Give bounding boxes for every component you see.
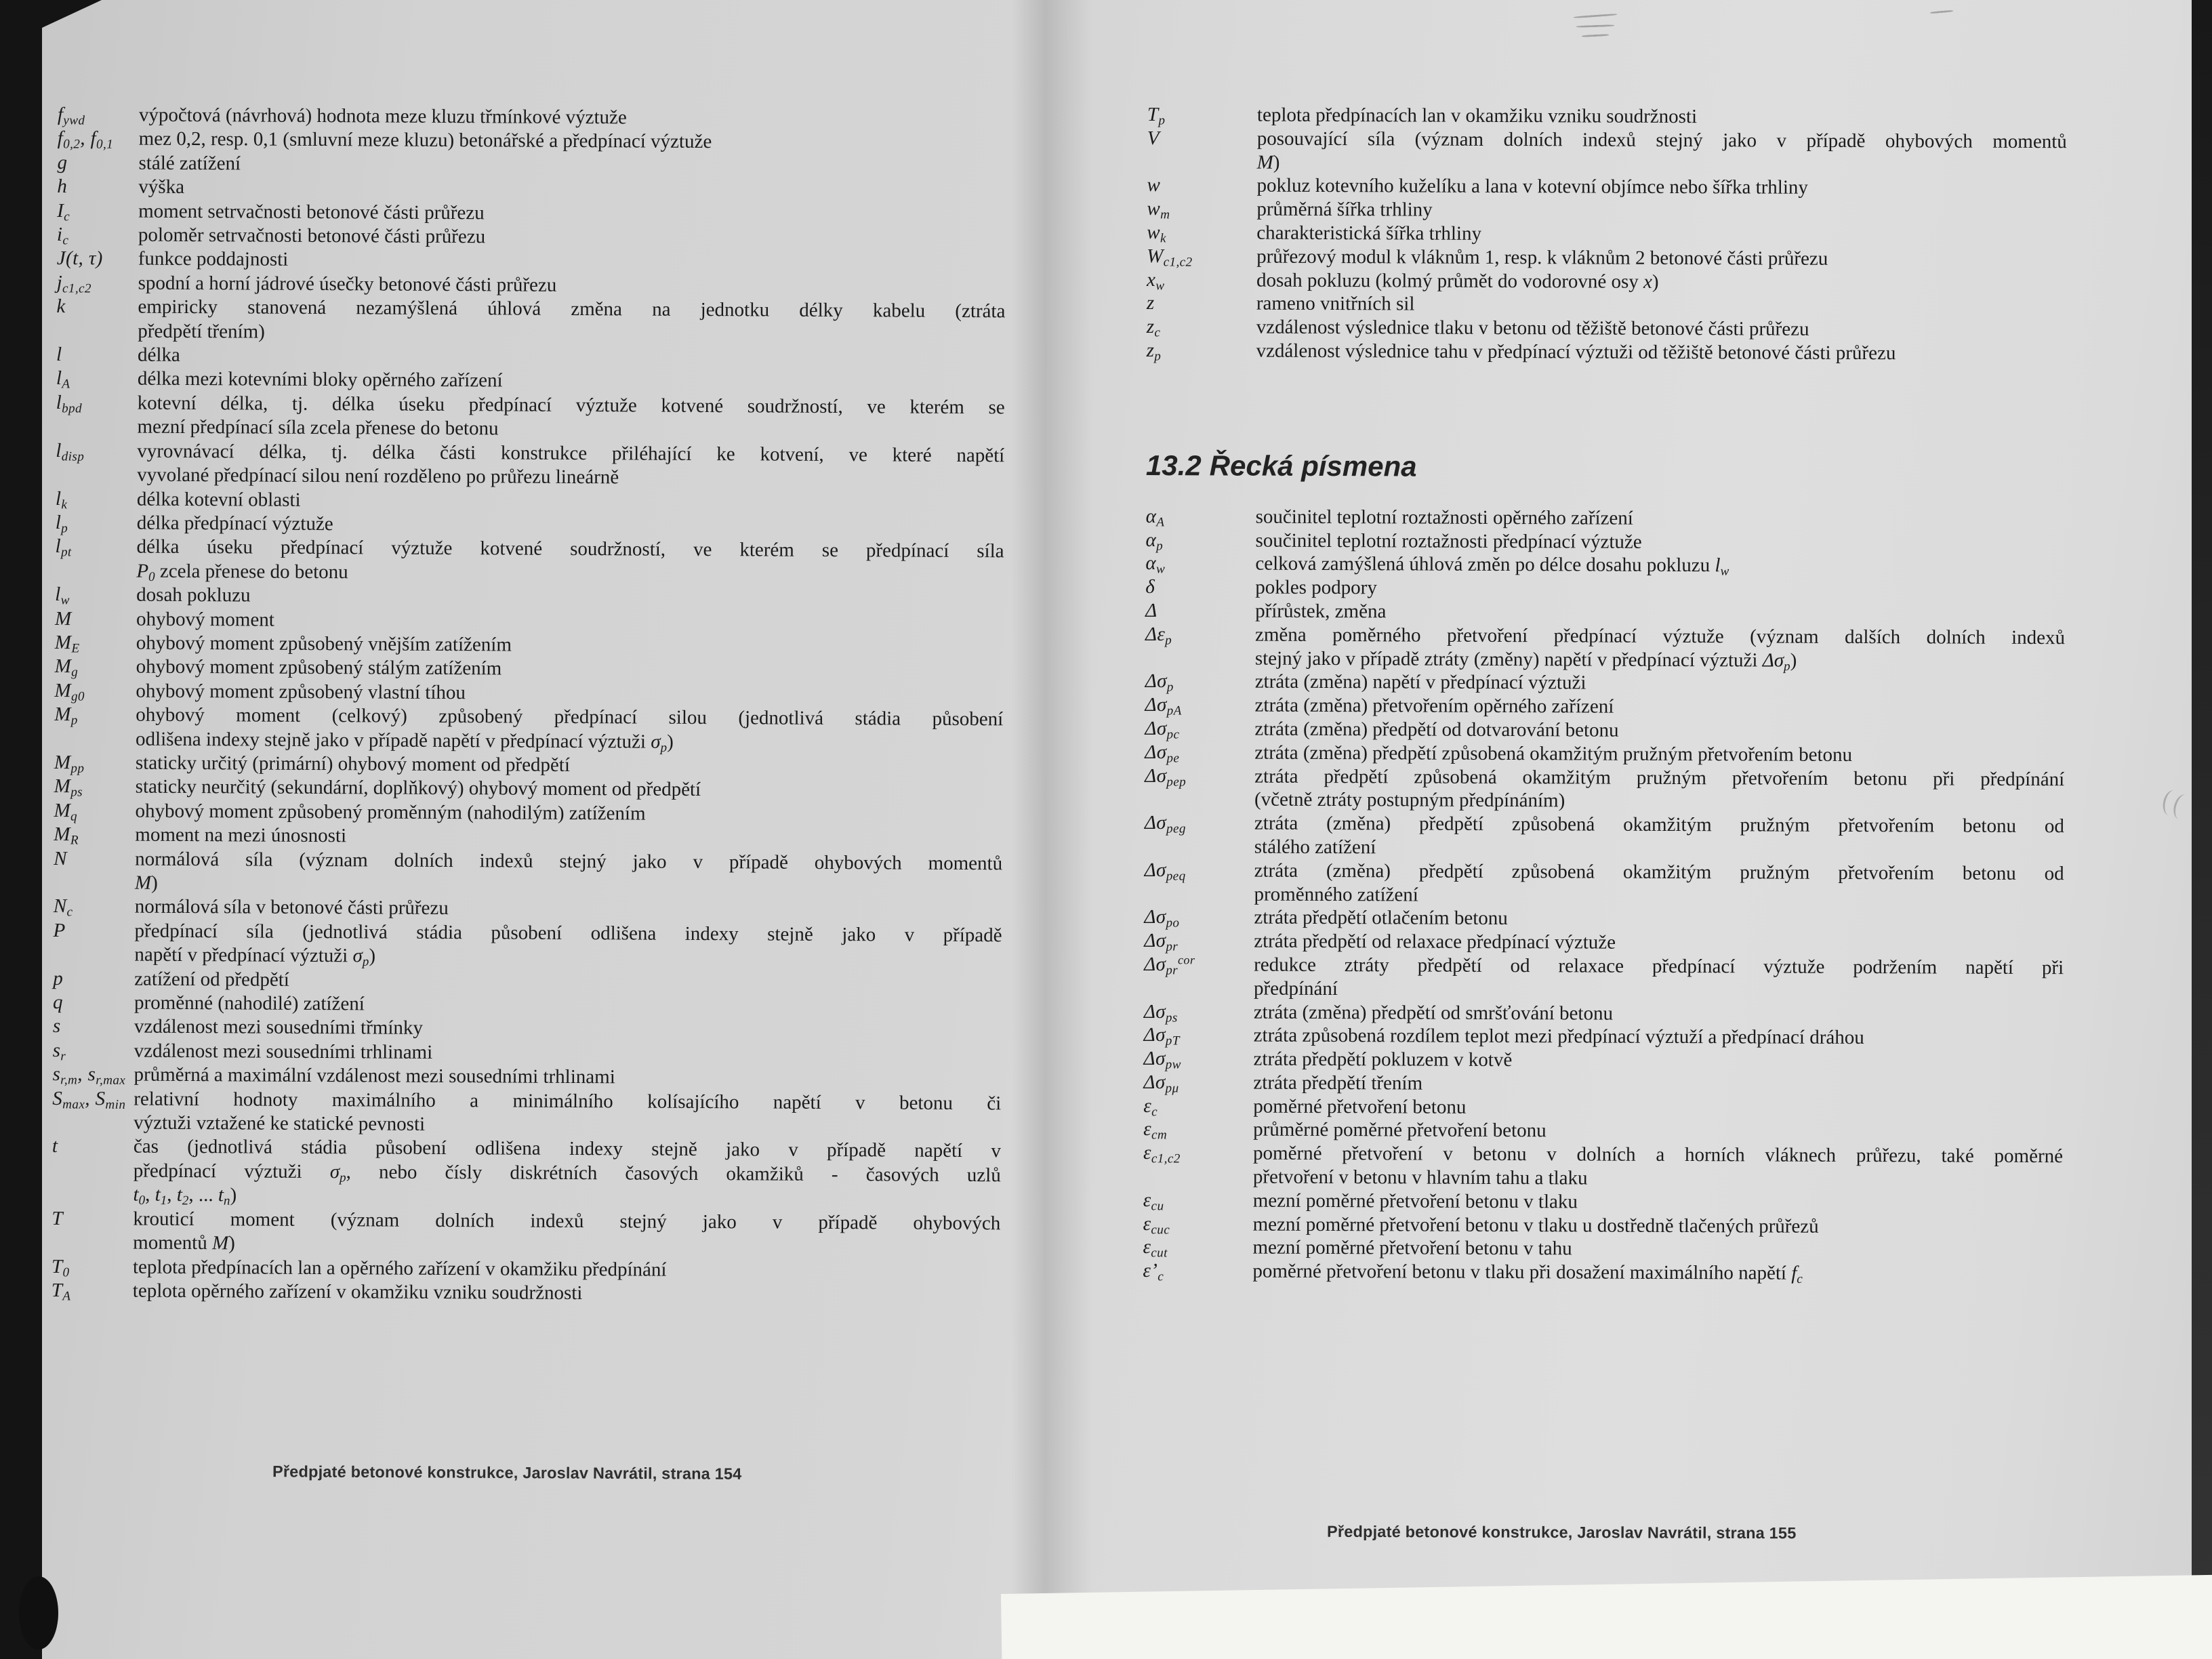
symbol: $M_{ps}$: [54, 775, 83, 800]
symbol-description: ztráta (změna) napětí v předpínací výztuži: [1254, 670, 1586, 694]
symbol: $\Delta\sigma_{pep}$: [1145, 764, 1187, 790]
symbol: Δ: [1145, 599, 1158, 622]
symbol-list-greek: [1143, 505, 2065, 1286]
symbol-entry: [1143, 1235, 2062, 1263]
symbol-description: průměrná šířka trhliny: [1256, 198, 1433, 221]
symbol-description: ohybový moment způsobený stálým zatížením: [136, 655, 502, 680]
symbol-entry: [56, 391, 1004, 444]
symbol-entry: [1143, 1189, 2063, 1216]
section-number: 13.2: [1145, 449, 1202, 482]
symbol: $\Delta\sigma_{peq}$: [1144, 859, 1186, 884]
symbol: g: [57, 151, 68, 173]
symbol: $I_c$: [57, 199, 70, 224]
symbol-entry: [1145, 529, 2065, 556]
symbol-description: funkce poddajnosti: [138, 248, 289, 271]
symbol-description: ohybový moment (celkový) způsobený předpínací silou (jednotlivá stádia působení odlišena indexy stejně jako v případě napětí v předpínací výztuži $\sigma_p$): [136, 703, 1004, 755]
symbol: $\alpha_p$: [1145, 529, 1164, 553]
symbol-description: vzdálenost výslednice tahu v předpínací výztuži od těžiště betonové části průřezu: [1256, 340, 1896, 365]
symbol: $\Delta\sigma_{po}$: [1144, 906, 1180, 930]
symbol: $l_p$: [55, 511, 68, 536]
symbol-description: redukce ztráty předpětí od relaxace předpínací výztuže podržením napětí při předpínání: [1253, 954, 2064, 1000]
symbol: $\Delta\sigma_{pr}$: [1144, 930, 1179, 954]
symbol-description: ztráta (změna) předpětí od dotvarování betonu: [1254, 718, 1619, 741]
symbol: $\alpha_w$: [1145, 552, 1166, 577]
symbol: $W_{c1,c2}$: [1147, 245, 1193, 270]
symbol: J(t, τ): [56, 247, 103, 270]
symbol: $w_m$: [1147, 198, 1170, 222]
symbol-entry: [1144, 929, 2064, 956]
pencil-mark: [1930, 10, 1953, 14]
symbol-description: délka předpínací výztuže: [136, 512, 333, 535]
symbol-description: moment na mezi únosnosti: [135, 823, 347, 847]
symbol-description: délka mezi kotevními bloky opěrného zařízení: [137, 368, 503, 392]
symbol-description: ohybový moment způsobený proměnným (nahodilým) zatížením: [135, 800, 646, 825]
symbol: $S_{max}$, $S_{min}$: [52, 1087, 126, 1112]
symbol-entry: [1144, 1023, 2064, 1050]
symbol-description: výpočtová (návrhová) hodnota meze kluzu třmínkové výztuže: [138, 104, 627, 129]
symbol-description: charakteristická šířka trhliny: [1256, 222, 1482, 245]
symbol: $\varepsilon_{cuc}$: [1143, 1212, 1170, 1237]
symbol: $l_A$: [56, 367, 70, 392]
section-heading: [1146, 449, 2066, 485]
symbol-description: součinitel teplotní roztažnosti opěrného zařízení: [1255, 506, 1633, 529]
symbol-entry: [1147, 339, 2066, 366]
symbol-entry: [1143, 1071, 2063, 1098]
symbol: M: [54, 607, 72, 630]
symbol: $\Delta\sigma_{pT}$: [1143, 1024, 1180, 1048]
symbol: h: [57, 176, 68, 198]
symbol-description: moment setrvačnosti betonové části průřezu: [138, 200, 485, 224]
symbol-description: čas (jednotlivá stádia působení odlišena indexy stejně jako v případě napětí v předpínací výztuži $\sigma_p$, nebo čísly diskrétních časových okamžiků - časových uzlů $t_0$, $t_1$, $t_2$, ... $t_n$): [133, 1136, 1002, 1208]
symbol: p: [53, 967, 64, 989]
symbol-description: ohybový moment způsobený vnějším zatížením: [136, 632, 512, 656]
symbol-description: ztráta předpětí od relaxace předpínací výztuže: [1254, 930, 1616, 954]
symbol-entry: [55, 535, 1004, 588]
symbol-entry: [1147, 127, 2067, 178]
symbol-description: spodní a horní jádrové úsečky betonové části průřezu: [138, 272, 557, 296]
symbol-entry: [1145, 552, 2065, 579]
symbol-entry: [54, 703, 1003, 756]
symbol-description: délka: [137, 344, 180, 367]
symbol-entry: [1143, 1094, 2063, 1122]
symbol: $j_{c1,c2}$: [56, 271, 91, 296]
symbol-description: staticky neurčitý (sekundární, doplňkový) ohybový moment od předpětí: [135, 775, 701, 801]
symbol: t: [52, 1135, 58, 1158]
symbol: $T_0$: [51, 1255, 70, 1279]
symbol-description: ztráta (změna) předpětí způsobená okamžitým pružným přetvořením betonu: [1254, 741, 1853, 766]
symbol: $\Delta\sigma_{pr}^{cor}$: [1144, 953, 1195, 978]
symbol-description: poměrné přetvoření v betonu v dolních a horních vláknech průřezu, také poměrné přetvoření v betonu v hlavním tahu a tlaku: [1252, 1142, 2064, 1189]
symbol: V: [1147, 127, 1160, 149]
symbol: $M_{pp}$: [54, 751, 85, 776]
symbol-description: poměrné přetvoření betonu: [1253, 1095, 1467, 1118]
symbol-description: mezní poměrné přetvoření betonu v tlaku u dostředně tlačených průřezů: [1252, 1213, 1819, 1237]
symbol-description: vzdálenost mezi sousedními trhlinami: [134, 1040, 433, 1063]
symbol-entry: [1143, 1118, 2063, 1145]
symbol-description: mezní poměrné přetvoření betonu v tahu: [1252, 1237, 1572, 1260]
symbol-description: teplota předpínacích lan a opěrného zařízení v okamžiku předpínání: [132, 1256, 667, 1281]
symbol: $\Delta\sigma_{pc}$: [1145, 717, 1180, 742]
symbol-entry: [52, 1279, 1000, 1308]
symbol-description: pokles podpory: [1255, 576, 1377, 599]
symbol: N: [54, 847, 67, 869]
symbol-description: součinitel teplotní roztažnosti předpínací výztuže: [1255, 529, 1642, 553]
symbol-description: poměrné přetvoření betonu v tlaku při dosažení maximálního napětí $f_c$: [1252, 1260, 1803, 1287]
symbol-entry: [1144, 1047, 2064, 1074]
symbol-entry: [1145, 623, 2065, 674]
symbol-entry: [1144, 953, 2064, 1004]
symbol-description: teplota předpínacích lan v okamžiku vzniku soudržnosti: [1256, 104, 1698, 128]
symbol: $\varepsilon’_c$: [1143, 1260, 1164, 1284]
symbol: $M_{g0}$: [54, 679, 85, 704]
symbol-entry: [1147, 315, 2066, 342]
symbol-description: ztráta (změna) přetvořením opěrného zařízení: [1254, 694, 1614, 718]
symbol-entry: [56, 295, 1005, 348]
symbol-description: teplota opěrného zařízení v okamžiku vzniku soudržnosti: [132, 1279, 583, 1304]
symbol: k: [56, 295, 66, 318]
symbol: $\varepsilon_{cut}$: [1143, 1236, 1168, 1261]
symbol-entry: [1144, 905, 2064, 933]
symbol-entry: [53, 919, 1002, 972]
symbol-description: staticky určitý (primární) ohybový moment od předpětí: [135, 752, 571, 776]
symbol: $\varepsilon_{cu}$: [1143, 1189, 1164, 1214]
symbol-description: ztráta předpětí pokluzem v kotvě: [1253, 1048, 1513, 1071]
scan-edge-left: [0, 0, 42, 1659]
symbol: $\varepsilon_{cm}$: [1143, 1118, 1168, 1143]
symbol-description: proměnné (nahodilé) zatížení: [134, 991, 365, 1015]
symbol: $s_{r,m}$, $s_{r,max}$: [52, 1063, 126, 1088]
symbol-description: mezní poměrné přetvoření betonu v tlaku: [1252, 1189, 1578, 1213]
symbol: $\Delta\sigma_{peg}$: [1144, 812, 1186, 836]
page-gutter-shadow: [1011, 0, 1092, 1659]
symbol-entry: [1144, 859, 2064, 909]
pencil-mark: [1576, 24, 1614, 28]
symbol-description: normálová síla v betonové části průřezu: [134, 896, 449, 920]
symbol-description: průřezový modul k vláknům 1, resp. k vláknům 2 betonové části průřezu: [1256, 245, 1828, 270]
symbol: $l_k$: [55, 487, 68, 512]
symbol: w: [1147, 174, 1161, 197]
symbol-description: posouvající síla (význam dolních indexů stejný jako v případě ohybových momentů M): [1256, 127, 2067, 173]
symbol: $\Delta\sigma_{pw}$: [1143, 1048, 1181, 1072]
symbol-description: vzdálenost mezi sousedními třmínky: [134, 1016, 424, 1040]
symbol: $M_E$: [54, 631, 80, 656]
symbol: s: [52, 1015, 61, 1038]
symbol-description: ztráta předpětí způsobená okamžitým pružným přetvořením betonu při předpínání (včetně ztráty postupným předpínáním): [1254, 765, 2065, 812]
symbol-entry: [1147, 197, 2066, 224]
symbol: $\Delta\sigma_{pA}$: [1145, 694, 1182, 718]
symbol: $\alpha_A$: [1145, 505, 1165, 530]
symbol-description: ztráta způsobená rozdílem teplot mezi předpínací výztuží a předpínací dráhou: [1253, 1024, 1864, 1049]
symbol: T: [52, 1207, 63, 1229]
symbol-description: celková zamýšlená úhlová změn po délce dosahu pokluzu $l_w$: [1255, 552, 1729, 579]
symbol-entry: [52, 1087, 1001, 1140]
symbol-description: poloměr setrvačnosti betonové části průřezu: [138, 224, 486, 248]
symbol-description: změna poměrného přetvoření předpínací výztuže (význam dalších dolních indexů stejný jako v případě ztráty (změny) napětí v předpínací výztuži $\Delta\sigma_p$): [1254, 623, 2066, 674]
pencil-mark: [1574, 14, 1617, 18]
symbol-entry: [1147, 245, 2066, 272]
symbol: $w_k$: [1147, 221, 1166, 246]
symbol-description: ztráta (změna) předpětí způsobená okamžitým pružným přetvořením betonu od proměnného zatížení: [1254, 859, 2064, 906]
symbol: $i_c$: [56, 224, 69, 248]
symbol-description: ztráta (změna) předpětí od smršťování betonu: [1253, 1001, 1614, 1025]
page-155: [1143, 103, 2067, 1286]
symbol-entry: [1145, 811, 2064, 862]
symbol: $z_p$: [1146, 339, 1162, 364]
symbol: q: [52, 991, 64, 1014]
scanner-background: [1001, 1574, 2212, 1659]
pencil-mark: [1582, 34, 1609, 37]
symbol-list-latin-right: [1147, 103, 2067, 366]
symbol: $l_w$: [55, 583, 70, 608]
symbol: z: [1146, 292, 1155, 314]
symbol: $\Delta\sigma_{ps}$: [1143, 1000, 1178, 1025]
symbol-description: vzdálenost výslednice tlaku v betonu od těžiště betonové části průřezu: [1256, 316, 1809, 340]
symbol-description: přírůstek, změna: [1255, 600, 1387, 623]
symbol: P: [53, 919, 66, 941]
page-footer-154: Předpjaté betonové konstrukce, Jaroslav Navrátil, strana 154: [272, 1462, 742, 1483]
section-title: Řecká písmena: [1209, 449, 1417, 483]
symbol: $M_R$: [54, 823, 79, 848]
symbol: $\Delta\sigma_p$: [1145, 670, 1174, 695]
symbol-description: zatížení od předpětí: [134, 968, 290, 991]
symbol: $N_c$: [53, 895, 73, 920]
symbol-entry: [1144, 1000, 2064, 1027]
symbol-entry: [1143, 1212, 2063, 1240]
symbol-entry: [1145, 599, 2065, 626]
page-footer-155: Předpjaté betonové konstrukce, Jaroslav Navrátil, strana 155: [1326, 1522, 1797, 1542]
symbol-description: délka kotevní oblasti: [136, 488, 301, 511]
symbol: δ: [1145, 576, 1155, 598]
symbol: l: [56, 344, 62, 366]
symbol-entry: [1147, 291, 2066, 319]
symbol-entry: [52, 1207, 1000, 1260]
scan-edge-right: [2192, 0, 2212, 1586]
symbol-description: rameno vnitřních sil: [1256, 292, 1415, 315]
symbol-entry: [56, 439, 1004, 492]
symbol: $x_w$: [1146, 268, 1165, 293]
symbol-entry: [1145, 670, 2065, 697]
symbol-description: empiricky stanovená nezamýšlená úhlová změna na jednotku délky kabelu (ztráta předpětí třením): [138, 295, 1006, 343]
symbol: $f_{0,2}$, $f_{0,1}$: [57, 127, 114, 152]
symbol-description: mez 0,2, resp. 0,1 (smluvní meze kluzu) betonářské a předpínací výztuže: [138, 128, 712, 153]
symbol: $l_{bpd}$: [56, 391, 83, 416]
symbol-entry: [1147, 221, 2066, 248]
symbol-entry: [1147, 268, 2066, 295]
symbol-list-latin-left: [52, 103, 1006, 1308]
symbol-entry: [1143, 1141, 2063, 1192]
symbol-description: normálová síla (význam dolních indexů stejný jako v případě ohybových momentů M): [134, 848, 1003, 894]
symbol-entry: [1147, 103, 2067, 130]
symbol: $l_{disp}$: [56, 439, 85, 464]
symbol: $T_p$: [1147, 104, 1166, 128]
symbol-entry: [1145, 741, 2064, 768]
symbol-description: průměrné poměrné přetvoření betonu: [1253, 1119, 1547, 1142]
symbol: $z_c$: [1146, 316, 1161, 340]
symbol: $\Delta\sigma_{p\mu}$: [1143, 1071, 1179, 1096]
symbol: $f_{ywd}$: [57, 103, 85, 128]
symbol: $s_r$: [52, 1039, 66, 1064]
symbol-entry: [1145, 693, 2065, 720]
symbol: $M_q$: [54, 799, 78, 824]
symbol: $M_p$: [54, 703, 78, 728]
symbol: $\Delta\varepsilon_p$: [1145, 623, 1172, 648]
scan-smudge-bottom-left: [19, 1576, 58, 1650]
symbol-entry: [1143, 1259, 2062, 1286]
symbol-description: ztráta (změna) předpětí způsobená okamžitým pružným přetvořením betonu od stálého zatížení: [1254, 812, 2064, 859]
symbol-description: pokluz kotevního kuželíku a lana v kotevní objímce nebo šířka trhliny: [1256, 175, 1809, 199]
symbol-description: dosah pokluzu (kolmý průmět do vodorovné osy x): [1256, 269, 1659, 293]
symbol-description: délka úseku předpínací výztuže kotvené soudržností, ve kterém se předpínací síla $P_0$ zcela přenese do betonu: [136, 535, 1004, 584]
symbol-description: krouticí moment (význam dolních indexů stejný jako v případě ohybových momentů M): [133, 1208, 1001, 1254]
symbol-description: předpínací síla (jednotlivá stádia působení odlišena indexy stejně jako v případě napětí v předpínací výztuži $\sigma_p$): [134, 920, 1002, 969]
symbol-description: kotevní délka, tj. délka úseku předpínací výztuže kotvené soudržností, ve kterém se mezní předpínací síla zcela přenese do betonu: [137, 392, 1005, 440]
symbol-description: ohybový moment způsobený vlastní tíhou: [136, 680, 466, 703]
symbol-description: ztráta předpětí třením: [1253, 1071, 1423, 1094]
symbol-description: průměrná a maximální vzdálenost mezi sousedními trhlinami: [134, 1063, 615, 1088]
symbol-entry: [1145, 575, 2065, 602]
symbol: $l_{pt}$: [55, 535, 72, 560]
symbol-entry: [1147, 173, 2066, 201]
symbol-description: ohybový moment: [136, 608, 274, 631]
symbol-description: relativní hodnoty maximálního a minimálního kolísajícího napětí v betonu či výztuži vztažené ke statické pevnosti: [134, 1088, 1002, 1135]
symbol: $M_g$: [54, 655, 79, 680]
symbol-description: vyrovnávací délka, tj. délka části konstrukce přiléhající ke kotvení, ve které napětí vyvolané předpínací silou není rozděleno po průřezu lineárně: [137, 440, 1005, 489]
symbol-entry: [54, 847, 1002, 900]
symbol-description: stálé zatížení: [138, 152, 241, 175]
symbol-description: ztráta předpětí otlačením betonu: [1254, 906, 1508, 930]
symbol: $\varepsilon_{c1,c2}$: [1143, 1142, 1181, 1166]
symbol-entry: [1145, 717, 2064, 744]
symbol-entry: [1145, 764, 2064, 815]
symbol-description: výška: [138, 176, 185, 199]
symbol: $T_A$: [51, 1279, 71, 1304]
symbol-entry: [1146, 505, 2066, 532]
symbol: $\varepsilon_c$: [1143, 1094, 1158, 1120]
symbol: $\Delta\sigma_{pe}$: [1145, 741, 1180, 766]
symbol-description: dosah pokluzu: [136, 583, 251, 607]
page-154: [52, 103, 1006, 1308]
symbol-entry: [52, 1134, 1001, 1212]
